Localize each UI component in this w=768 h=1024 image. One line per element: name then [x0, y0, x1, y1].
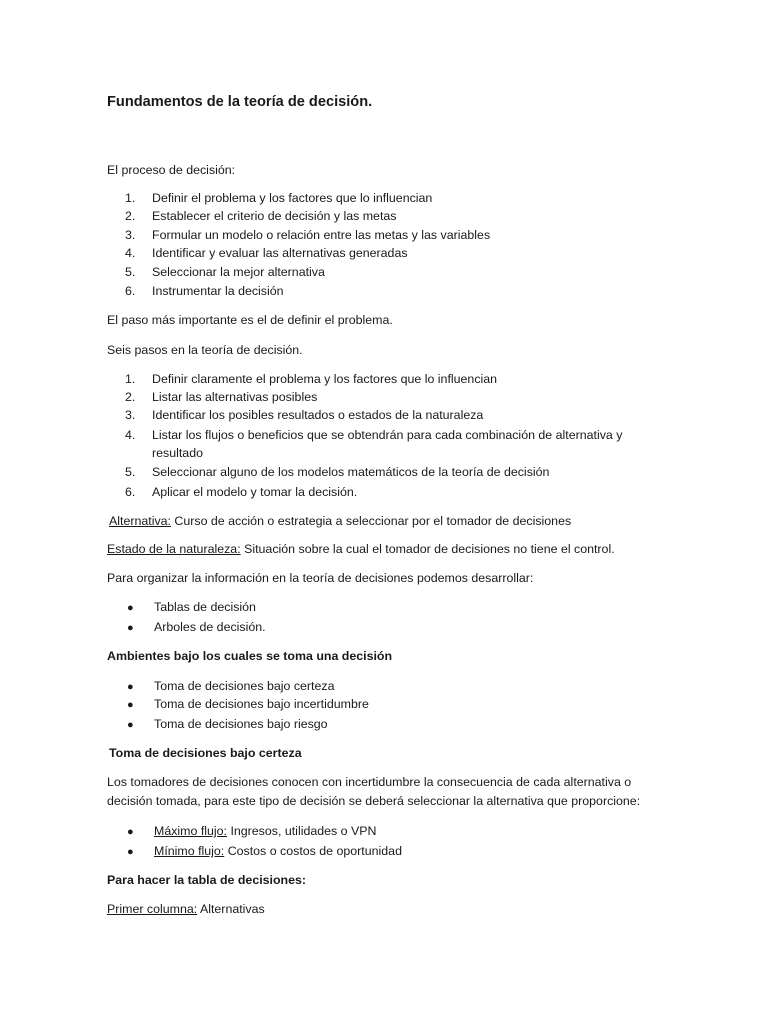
- list-item: 3. Formular un modelo o relación entre las metas y las variables: [125, 228, 491, 242]
- list-item: 5. Seleccionar la mejor alternativa: [125, 265, 325, 279]
- term-alternativa: Alternativa:: [109, 514, 171, 528]
- bullet-icon: ●: [127, 719, 134, 731]
- bullet-icon: ●: [127, 622, 134, 634]
- term-estado: Estado de la naturaleza:: [107, 542, 241, 556]
- organizar-heading: Para organizar la información en la teoría de decisiones podemos desarrollar:: [107, 571, 534, 585]
- paso-importante-text: El paso más importante es el de definir el problema.: [107, 313, 393, 327]
- definition-estado: Estado de la naturaleza: Situación sobre la cual el tomador de decisiones no tiene el control.: [107, 542, 615, 556]
- ambientes-heading: Ambientes bajo los cuales se toma una decisión: [107, 649, 393, 663]
- term-primer-columna: Primer columna:: [107, 902, 198, 916]
- certeza-paragraph-line: decisión tomada, para este tipo de decisión se deberá seleccionar la alternativa que proporcione:: [107, 794, 641, 808]
- bullet-item: ● Toma de decisiones bajo incertidumbre: [125, 695, 369, 714]
- list-item: 5. Seleccionar alguno de los modelos matemáticos de la teoría de decisión: [125, 465, 550, 479]
- list-item: 6. Aplicar el modelo y tomar la decisión.: [125, 485, 358, 499]
- list-item: 4. Identificar y evaluar las alternativas generadas: [125, 246, 408, 260]
- list-item: 4. Listar los flujos o beneficios que se obtendrán para cada combinación de alternativa y: [125, 428, 623, 442]
- seis-pasos-heading: Seis pasos en la teoría de decisión.: [107, 343, 303, 357]
- list-item: 6. Instrumentar la decisión: [125, 284, 284, 298]
- certeza-paragraph-line: Los tomadores de decisiones conocen con incertidumbre la consecuencia de cada alternativa o: [107, 775, 632, 789]
- list-item: 2. Establecer el criterio de decisión y las metas: [125, 209, 397, 223]
- bullet-item: ● Mínimo flujo: Costos o costos de oportunidad: [125, 842, 402, 861]
- primer-columna-definition: Primer columna: Alternativas: [107, 902, 265, 916]
- list-item: 3. Identificar los posibles resultados o estados de la naturaleza: [125, 408, 484, 422]
- bullet-icon: ●: [127, 602, 134, 614]
- bullet-item: ● Arboles de decisión.: [125, 618, 266, 637]
- bullet-icon: ●: [127, 681, 134, 693]
- list-item: 1. Definir el problema y los factores que lo influencian: [125, 191, 433, 205]
- bullet-item: ● Tablas de decisión: [125, 598, 256, 617]
- document-title: Fundamentos de la teoría de decisión.: [107, 94, 373, 110]
- bullet-item: ● Toma de decisiones bajo riesgo: [125, 715, 328, 734]
- definition-alternativa: Alternativa: Curso de acción o estrategia a seleccionar por el tomador de decisiones: [109, 514, 572, 528]
- proceso-heading: El proceso de decisión:: [107, 163, 236, 177]
- bullet-icon: ●: [127, 846, 134, 858]
- list-item-continuation: resultado: [152, 446, 203, 460]
- bullet-item: ● Toma de decisiones bajo certeza: [125, 677, 334, 696]
- bullet-icon: ●: [127, 826, 134, 838]
- list-item: 1. Definir claramente el problema y los factores que lo influencian: [125, 372, 498, 386]
- tabla-heading: Para hacer la tabla de decisiones:: [107, 873, 307, 887]
- certeza-heading: Toma de decisiones bajo certeza: [109, 746, 302, 760]
- bullet-item: ● Máximo flujo: Ingresos, utilidades o VPN: [125, 822, 376, 841]
- bullet-icon: ●: [127, 699, 134, 711]
- list-item: 2. Listar las alternativas posibles: [125, 390, 318, 404]
